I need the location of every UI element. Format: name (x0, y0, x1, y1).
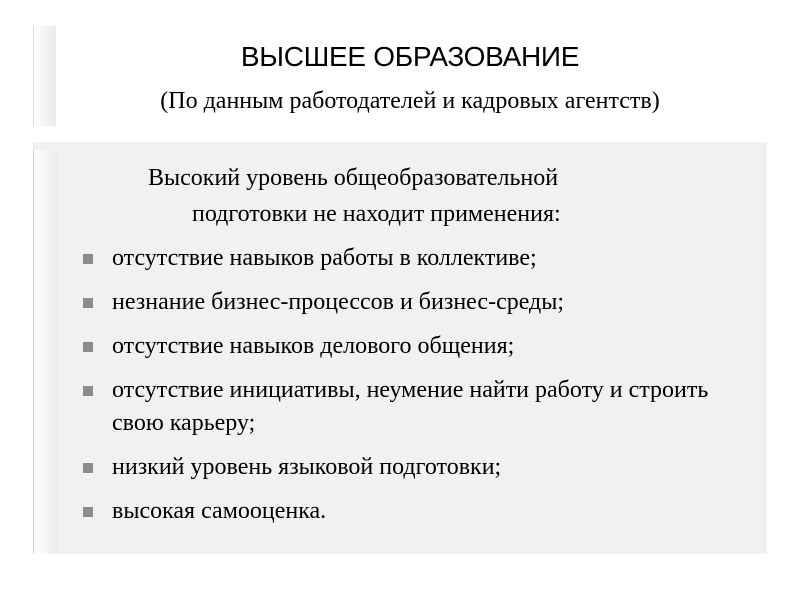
list-item-text: высокая самооценка. (112, 498, 327, 524)
content-accent-bar (33, 150, 58, 554)
square-bullet-icon (83, 386, 93, 396)
list-item-text: незнание бизнес-процессов и бизнес-среды; (112, 289, 565, 315)
slide-title: ВЫСШЕЕ ОБРАЗОВАНИЕ (240, 41, 580, 72)
slide-subtitle: (По данным работодателей и кадровых агентств) (160, 88, 660, 114)
intro-line-2: подготовки не находит применения: (192, 201, 561, 227)
intro-line-1: Высокий уровень общеобразовательной (148, 165, 559, 191)
list-item-text: отсутствие инициативы, неумение найти работу и строить свою карьеру; (112, 377, 709, 436)
list-item-text: отсутствие навыков делового общения; (112, 333, 515, 359)
square-bullet-icon (83, 254, 93, 264)
list-item-text: низкий уровень языковой подготовки; (112, 454, 502, 480)
intro-text (110, 160, 730, 232)
bullet-list (80, 242, 740, 539)
list-item-text: отсутствие навыков работы в коллективе; (112, 245, 537, 271)
square-bullet-icon (83, 342, 93, 352)
square-bullet-icon (83, 463, 93, 473)
square-bullet-icon (83, 298, 93, 308)
list-item (80, 451, 740, 484)
list-item (80, 286, 740, 319)
list-item (80, 495, 740, 528)
list-item (80, 242, 740, 275)
title-accent-bar (33, 26, 56, 126)
list-item (80, 374, 740, 440)
square-bullet-icon (83, 507, 93, 517)
list-item (80, 330, 740, 363)
